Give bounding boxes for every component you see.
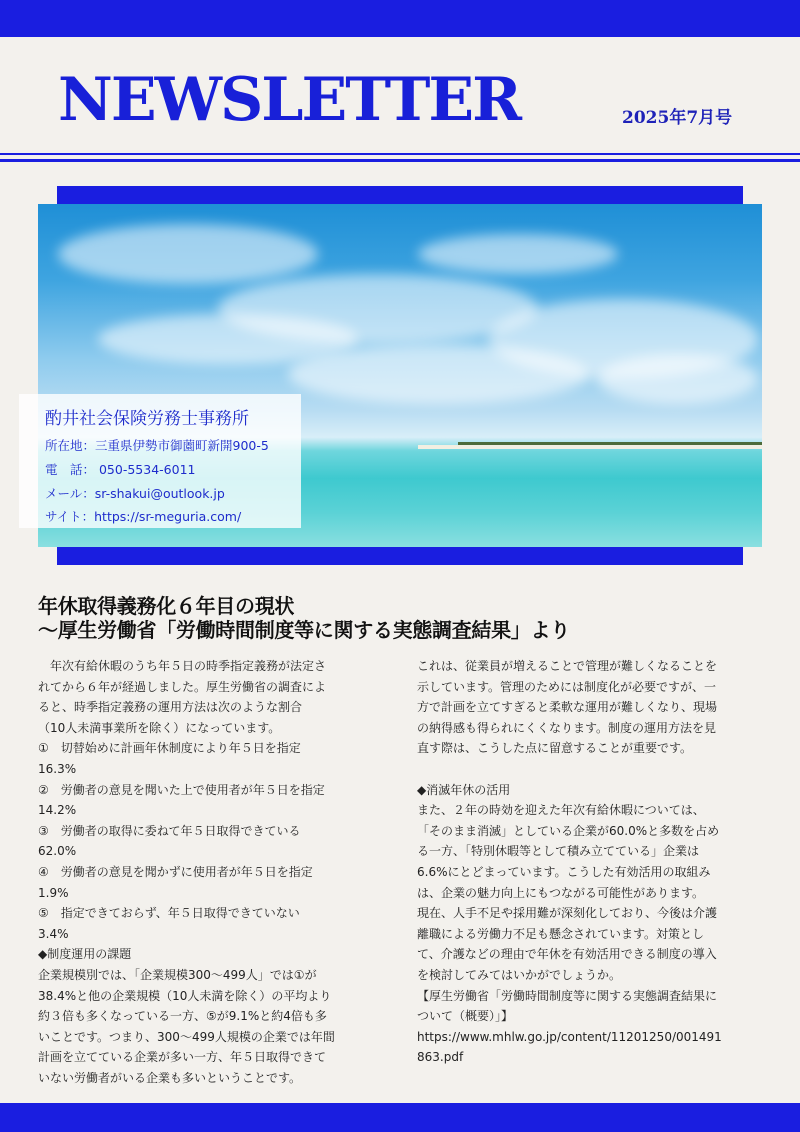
section-heading: ◆制度運用の課題 <box>38 947 132 962</box>
bottom-color-bar <box>0 1103 800 1132</box>
body-line: （10人未満事業所を除く）になっています。 <box>38 720 281 735</box>
sandbar <box>418 445 762 449</box>
body-line: 3.4% <box>38 926 69 941</box>
top-color-bar <box>0 0 800 37</box>
body-line: 1.9% <box>38 885 69 900</box>
body-line: これは、従業員が増えることで管理が難しくなることを <box>417 659 718 673</box>
photo-frame-bottom <box>57 547 743 565</box>
source-citation: ついて（概要）」】 <box>417 1009 514 1024</box>
office-info-box <box>19 394 301 528</box>
body-line: ⑤ 指定できておらず、年５日取得できていない <box>38 906 300 921</box>
body-line: 62.0% <box>38 844 77 859</box>
body-line: 38.4%と他の企業規模（10人未満を除く）の平均より <box>38 988 332 1003</box>
body-line: の納得感も得られにくくなります。制度の運用方法を見 <box>417 720 717 735</box>
body-line: 14.2% <box>38 803 77 818</box>
office-name: 酌井社会保険労務士事務所 <box>45 409 249 429</box>
body-line: 方で計画を立てすぎると柔軟な運用が難しくなり、現場 <box>417 700 718 715</box>
body-line: いことです。つまり、300～499人規模の企業では年間 <box>38 1029 335 1044</box>
source-citation: 【厚生労働省「労働時間制度等に関する実態調査結果に <box>417 988 718 1003</box>
body-line: は、企業の魅力向上にもつながる可能性があります。 <box>417 885 705 900</box>
body-line: 企業規模別では、「企業規模300～499人」では①が <box>38 967 317 982</box>
paragraph-gap <box>417 759 767 780</box>
body-line: 離職による労働力不足も懸念されています。対策とし <box>417 926 705 941</box>
body-line: を検討してみてはいかがでしょうか。 <box>417 967 622 982</box>
body-line: ると、時季指定義務の運用方法は次のような割合 <box>38 700 303 715</box>
office-phone: 電 話： 050-5534-6011 <box>45 462 196 477</box>
photo-frame-top <box>57 186 743 204</box>
body-line: ② 労働者の意見を聞いた上で使用者が年５日を指定 <box>38 782 325 797</box>
source-url[interactable]: https://www.mhlw.go.jp/content/11201250/001491 <box>417 1029 722 1044</box>
body-line: れてから６年が経過しました。厚生労働省の調査によ <box>38 679 327 694</box>
body-line: また、２年の時効を迎えた年次有給休暇については、 <box>417 803 705 818</box>
body-line: 「そのまま消滅」としている企業が60.0%と多数を占め <box>417 823 720 838</box>
body-line: 直す際は、こうした点に留意することが重要です。 <box>417 741 693 756</box>
body-line: ③ 労働者の取得に委ねて年５日取得できている <box>38 823 301 838</box>
body-line: いない労働者がいる企業も多いということです。 <box>38 1070 302 1085</box>
office-website: サイト：https://sr-meguria.com/ <box>45 509 242 524</box>
body-line: 示しています。管理のためには制度化が必要ですが、一 <box>417 679 717 694</box>
body-line: 16.3% <box>38 761 77 776</box>
article-subheadline: ～厚生労働省「労働時間制度等に関する実態調査結果」より <box>38 618 570 642</box>
body-line: ① 切替始めに計画年休制度により年５日を指定 <box>38 741 301 756</box>
masthead-rule-thin <box>0 153 800 155</box>
issue-date: 2025年7月号 <box>622 108 733 128</box>
article-right-column <box>417 656 767 1068</box>
body-line: ④ 労働者の意見を聞かずに使用者が年５日を指定 <box>38 864 313 879</box>
source-url[interactable]: 863.pdf <box>417 1050 464 1065</box>
article-headline: 年休取得義務化６年目の現状 <box>38 594 295 618</box>
office-email: メール：sr-shakui@outlook.jp <box>45 486 225 501</box>
body-line: 6.6%にとどまっています。こうした有効活用の取組み <box>417 864 711 879</box>
section-heading: ◆消滅年休の活用 <box>417 782 511 797</box>
body-line: て、介護などの理由で年休を有効活用できる制度の導入 <box>417 947 717 962</box>
body-line: 年次有給休暇のうち年５日の時季指定義務が法定さ <box>50 659 327 673</box>
newsletter-title: NEWSLETTER <box>58 65 520 135</box>
masthead-rule-thick <box>0 159 800 162</box>
body-line: る一方、「特別休暇等として積み立てている」企業は <box>417 844 700 859</box>
body-line: 約３倍も多くなっている一方、⑤が9.1%と約4倍も多 <box>38 1009 327 1024</box>
body-line: 計画を立てている企業が多い一方、年５日取得できて <box>38 1050 327 1065</box>
article-left-column <box>38 656 383 1088</box>
body-line: 現在、人手不足や採用難が深刻化しており、今後は介護 <box>417 906 718 921</box>
office-address: 所在地：三重県伊勢市御薗町新開900-5 <box>45 438 269 453</box>
